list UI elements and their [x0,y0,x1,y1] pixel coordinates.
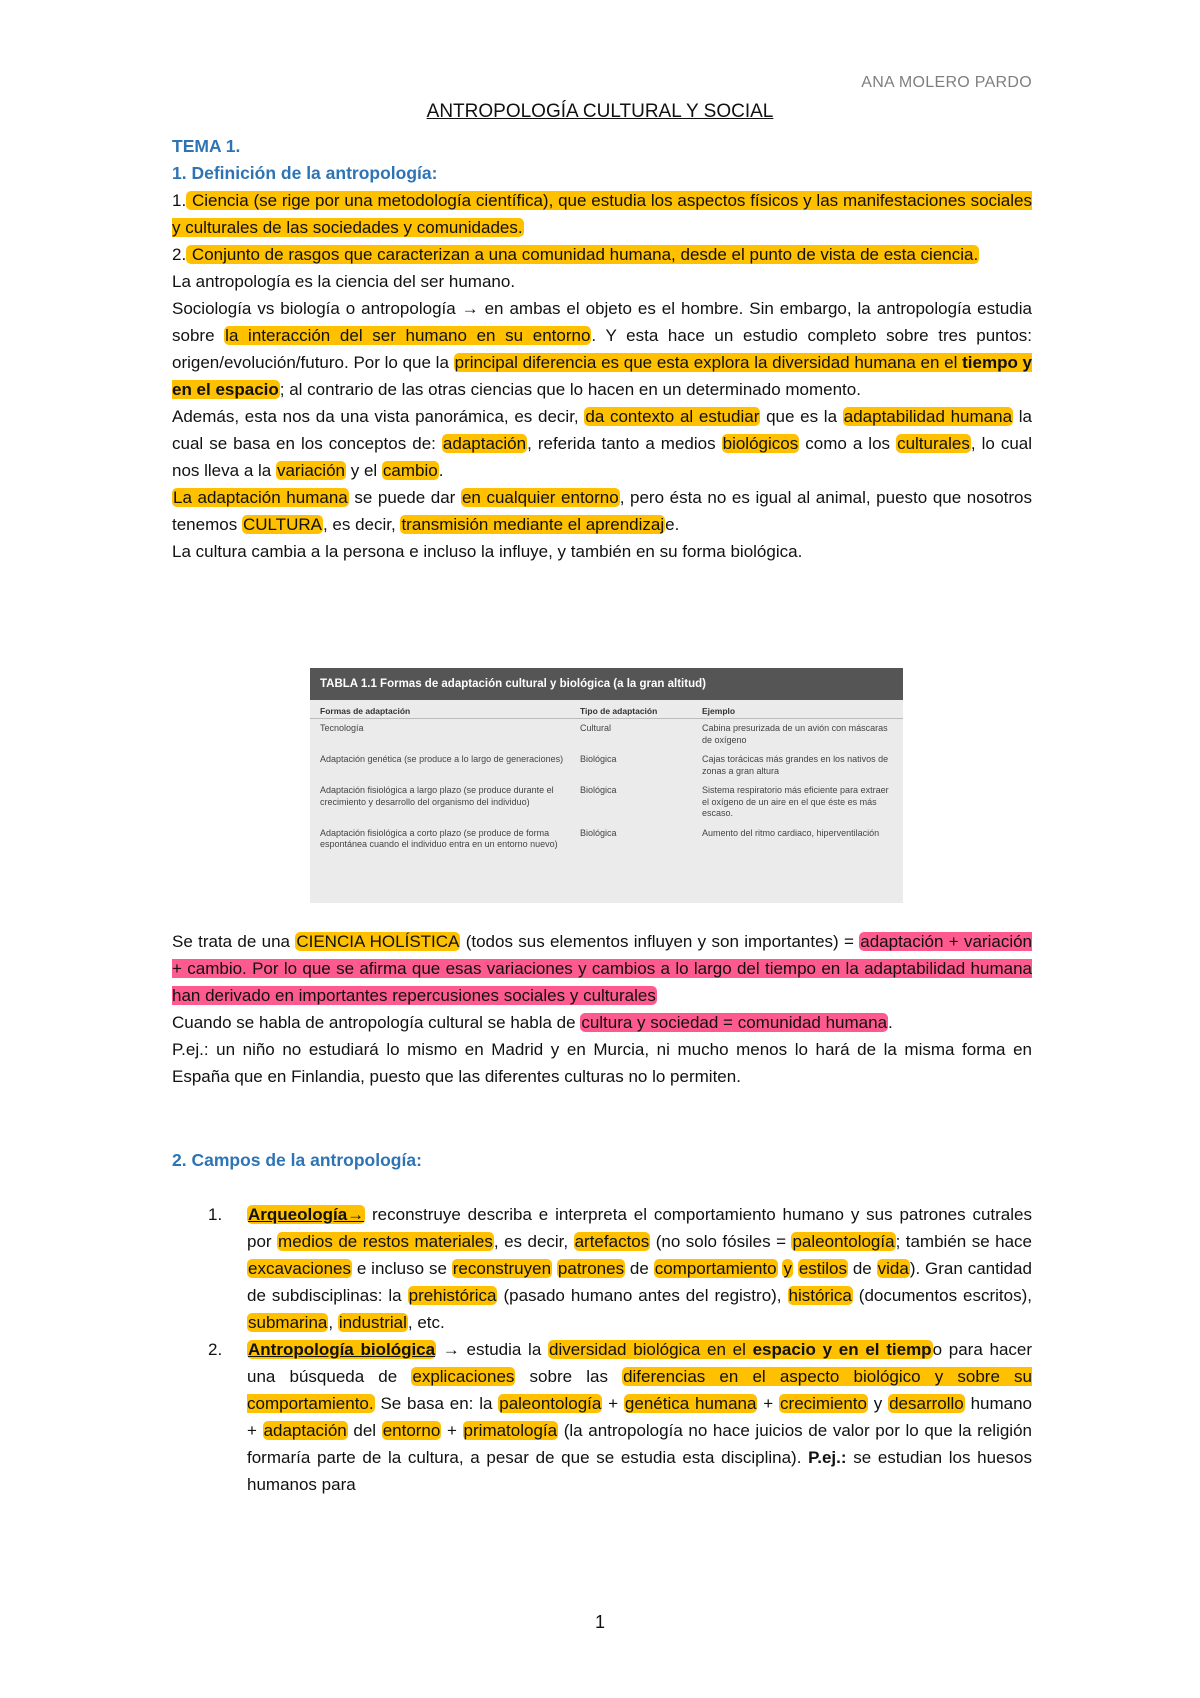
table-cell: Cabina presurizada de un avión con máscaras de oxígeno [702,723,888,745]
paragraph-1: La antropología es la ciencia del ser humano. [172,272,516,291]
table-row [310,719,903,750]
table-caption: TABLA 1.1 Formas de adaptación cultural y biológica (a la gran altitud) [310,668,903,700]
definition-1 [172,187,1032,241]
paragraph-7: Cuando se habla de antropología cultural se habla de cultura y sociedad = comunidad humana. [172,1013,893,1032]
definition-2 [172,241,1032,268]
document-title: ANTROPOLOGÍA CULTURAL Y SOCIAL [426,101,774,122]
table-cell: Aumento del ritmo cardiaco, hiperventilación [702,827,880,838]
paragraph-2: Sociología vs biología o antropología → en ambas el objeto es el hombre. Sin embargo, la antropología estudia sobre la interacción del ser humano en su entorno. Y esta hace un estudio completo sobre tres puntos: origen/evolución/futuro. Por lo que la principal diferencia es que esta explora la diversidad humana en el tiempo y en el espacio; al contrario de las otras ciencias que lo hacen en un determinado momento. [172,299,1033,399]
def2-number: 2. [172,245,187,264]
table-header: Tipo de adaptación [580,706,658,716]
paragraph-4: La adaptación humana se puede dar en cualquier entorno, pero ésta no es igual al animal, puesto que nosotros tenemos CULTURA, es decir, transmisión mediante el aprendizaje. [172,488,1032,534]
def2-text: Conjunto de rasgos que caracterizan a una comunidad humana, desde el punto de vista de esta ciencia. [187,245,979,264]
section-1 [172,133,1032,565]
table-cell: Cajas torácicas más grandes en los nativos de zonas a gran altura [702,754,889,776]
table-row [310,750,903,781]
after-table-section [172,928,1032,1090]
table-header: Formas de adaptación [320,706,411,716]
paragraph-8: P.ej.: un niño no estudiará lo mismo en Madrid y en Murcia, ni mucho menos lo hará de la misma forma en España que en Finlandia, puesto que las diferentes culturas no lo permiten. [172,1040,1032,1086]
table-cell: Biológica [580,785,617,795]
paragraph-6: Se trata de una CIENCIA HOLÍSTICA (todos sus elementos influyen y son importantes) = adaptación + variación + cambio. Por lo que se afirma que esas variaciones y cambios a lo largo del tiempo en la adaptabilidad humana han derivado en importantes repercusiones sociales y culturales [172,932,1033,1005]
def1-number: 1. [172,191,187,210]
table-cell: Adaptación genética (se produce a lo largo de generaciones) [320,754,564,764]
table-cell: Biológica [580,827,617,838]
section-2-heading: 2. Campos de la antropología: [172,1150,422,1170]
table-cell: Tecnología [320,723,364,733]
table-header-row [310,700,903,719]
section-1-heading: 1. Definición de la antropología: [172,163,438,183]
table-cell: Sistema respiratorio más eficiente para extraer el oxígeno de un aire en el que éste es más escaso. [702,785,889,818]
table-cell: Biológica [580,754,617,764]
fields-list [208,1201,1033,1498]
tema-label: TEMA 1. [172,136,241,156]
section-2 [172,1147,1032,1174]
table-cell: Adaptación fisiológica a corto plazo (se produce de forma espontánea cuando el individuo entra en un entorno nuevo) [320,827,558,849]
def1-text: Ciencia (se rige por una metodología científica), que estudia los aspectos físicos y las manifestaciones sociales y culturales de las sociedades y comunidades. [172,191,1032,237]
author-name: ANA MOLERO PARDO [861,74,1032,91]
table-row [310,781,903,824]
list-number: 1. [208,1205,223,1224]
page-number: 1 [594,1612,605,1632]
table-row [310,824,903,855]
table-cell: Adaptación fisiológica a largo plazo (se produce durante el crecimiento y desarrollo del organismo del individuo) [320,785,554,807]
adaptation-table-image [310,668,903,903]
paragraph-3: Además, esta nos da una vista panorámica, es decir, da contexto al estudiar que es la adaptabilidad humana la cual se basa en los conceptos de: adaptación, referida tanto a medios biológicos como a los culturales, lo cual nos lleva a la variación y el cambio. [172,407,1033,480]
paragraph-5: La cultura cambia a la persona e incluso la influye, y también en su forma biológica. [172,542,803,561]
list-number: 2. [208,1340,223,1359]
list-item-arqueologia: 1. Arqueología→ reconstruye describa e interpreta el comportamiento humano y sus patrones cutrales por medios de restos materiales, es decir, artefactos (no solo fósiles = paleontología; también se hace excavaciones e incluso se reconstruyen patrones de comportamiento y estilos de vida). Gran cantidad de subdisciplinas: la prehistórica (pasado humano antes del registro), histórica (documentos escritos), submarina, industrial, etc. [247,1201,1032,1336]
list-item-antropologia-biologica: 2. Antropología biológica → estudia la diversidad biológica en el espacio y en el tiempo para hacer una búsqueda de explicaciones sobre las diferencias en el aspecto biológico y sobre su comportamiento. Se basa en: la paleontología + genética humana + crecimiento y desarrollo humano + adaptación del entorno + primatología (la antropología no hace juicios de valor por lo que la religión formaría parte de la cultura, a pesar de que se estudia esta disciplina). P.ej.: se estudian los huesos humanos para [247,1336,1032,1498]
table-header: Ejemplo [702,706,736,716]
table-cell: Cultural [580,723,612,733]
